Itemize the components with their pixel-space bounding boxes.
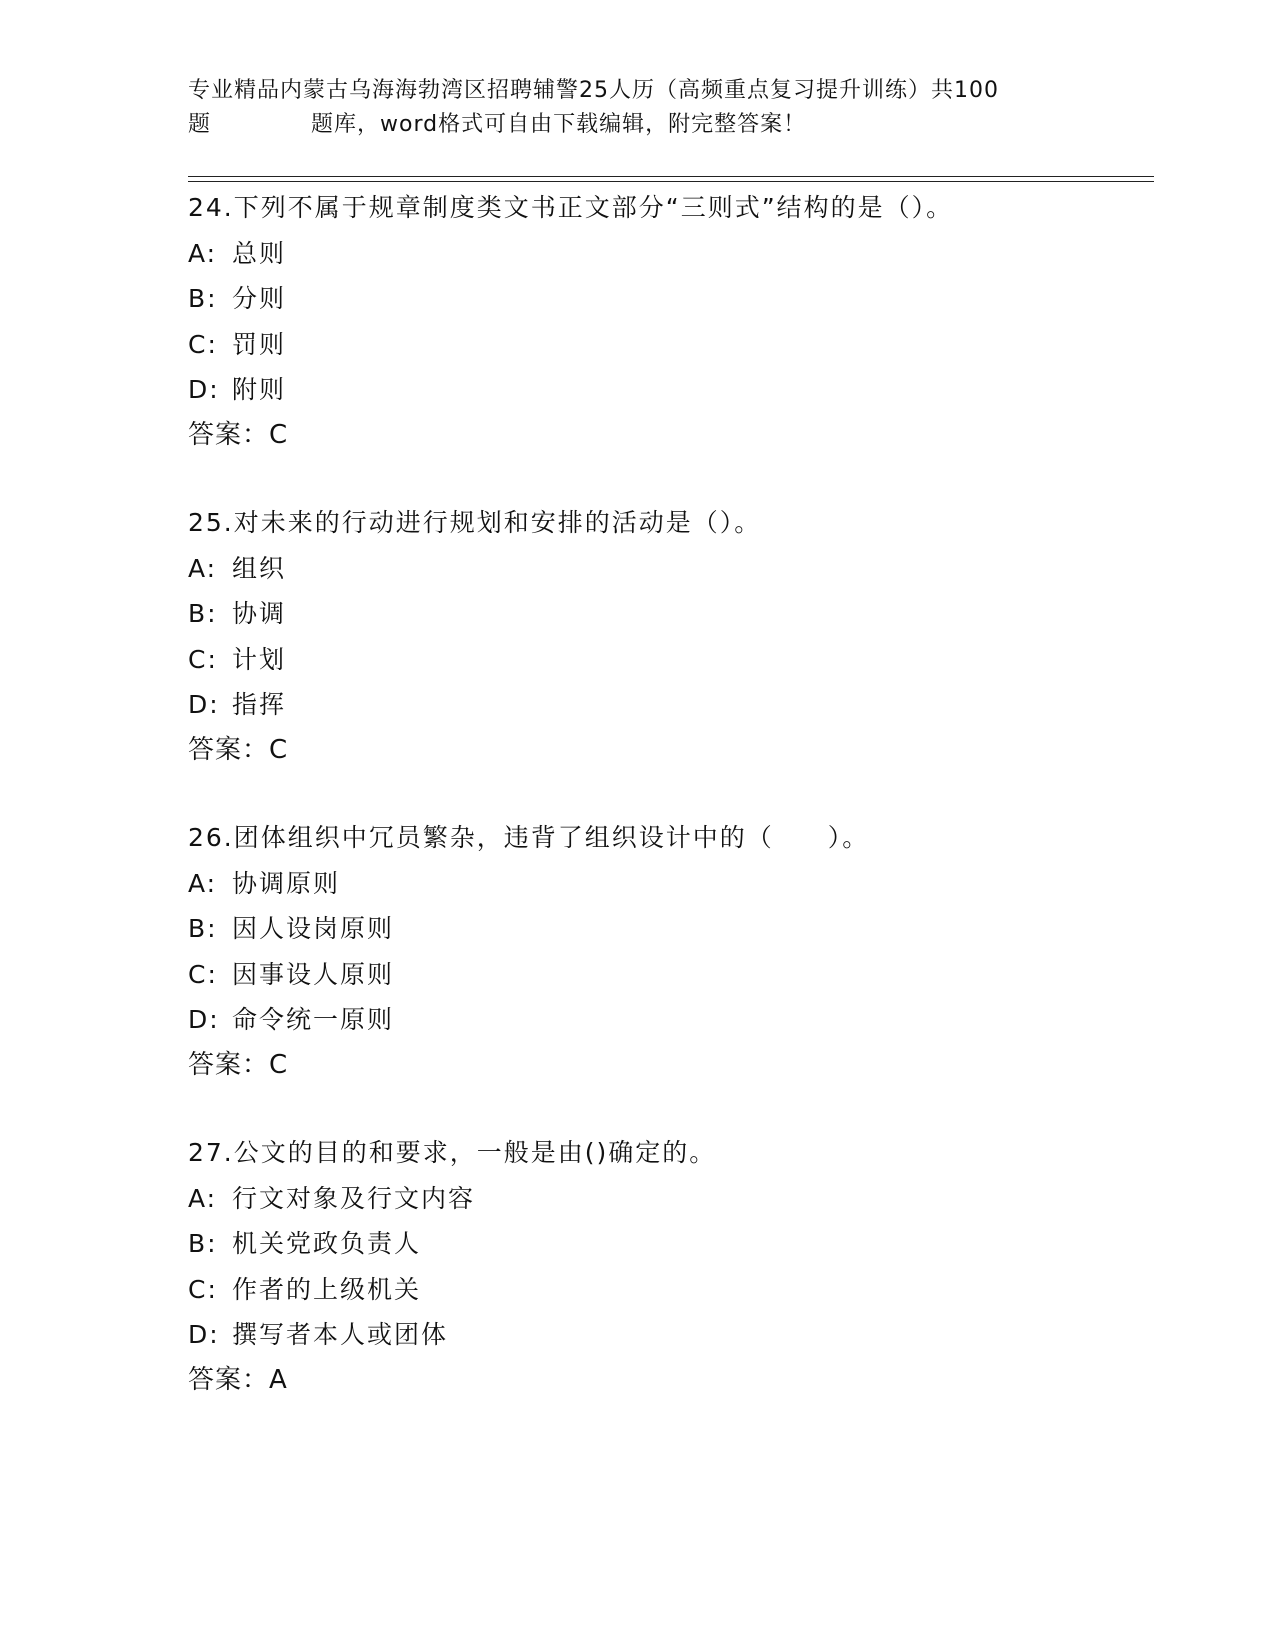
option-text: 命令统一原则 <box>232 1005 395 1034</box>
option-key: B: <box>188 599 218 628</box>
option-text: 因人设岗原则 <box>232 914 395 943</box>
option-c <box>188 637 1148 683</box>
header-line-2 <box>188 108 1128 142</box>
option-key: D: <box>188 1320 220 1349</box>
option-text: 机关党政负责人 <box>232 1229 422 1258</box>
header-divider-top <box>188 176 1154 177</box>
option-b <box>188 1221 1148 1267</box>
option-c <box>188 952 1148 998</box>
option-text: 分则 <box>232 284 287 313</box>
option-d <box>188 367 1148 413</box>
option-text: 计划 <box>232 644 287 674</box>
option-key: C: <box>188 644 218 674</box>
answer: 答案：C <box>188 1049 289 1080</box>
option-key: C: <box>188 329 218 359</box>
question-title: 24.下列不属于规章制度类文书正文部分“三则式”结构的是（）。 <box>188 193 954 222</box>
option-key: C: <box>188 959 218 989</box>
option-c <box>188 1267 1148 1313</box>
option-a <box>188 1176 1148 1222</box>
header-line-2-start: 题 <box>188 112 212 137</box>
option-a <box>188 861 1148 907</box>
question-27 <box>188 1130 1148 1403</box>
option-key: A: <box>188 238 218 268</box>
question-24 <box>188 185 1148 458</box>
option-text: 行文对象及行文内容 <box>232 1183 476 1213</box>
question-26 <box>188 815 1148 1088</box>
option-key: D: <box>188 690 220 719</box>
option-text: 作者的上级机关 <box>232 1274 422 1304</box>
option-key: A: <box>188 1183 218 1213</box>
option-text: 因事设人原则 <box>232 959 395 989</box>
header-divider-bottom <box>188 181 1154 182</box>
question-title: 26.团体组织中冗员繁杂，违背了组织设计中的（ ）。 <box>188 823 870 852</box>
option-text: 指挥 <box>232 690 287 719</box>
option-d <box>188 1312 1148 1358</box>
answer: 答案：A <box>188 1364 288 1395</box>
option-key: D: <box>188 1005 220 1034</box>
question-title: 25.对未来的行动进行规划和安排的活动是（）。 <box>188 508 762 537</box>
option-text: 总则 <box>232 238 287 268</box>
question-title: 27.公文的目的和要求，一般是由()确定的。 <box>188 1138 717 1167</box>
option-b <box>188 591 1148 637</box>
option-key: A: <box>188 553 218 583</box>
answer: 答案：C <box>188 419 289 450</box>
question-25 <box>188 500 1148 773</box>
header-line-2-end: 题库，word格式可自由下载编辑，附完整答案！ <box>311 112 807 137</box>
option-key: C: <box>188 1274 218 1304</box>
option-key: B: <box>188 284 218 313</box>
option-text: 罚则 <box>232 329 287 359</box>
option-a <box>188 546 1148 592</box>
option-a <box>188 231 1148 277</box>
option-b <box>188 276 1148 322</box>
option-d <box>188 682 1148 728</box>
option-text: 撰写者本人或团体 <box>232 1320 449 1349</box>
answer: 答案：C <box>188 734 289 765</box>
option-text: 附则 <box>232 375 287 404</box>
option-d <box>188 997 1148 1043</box>
option-key: D: <box>188 375 220 404</box>
option-c <box>188 322 1148 368</box>
document-header <box>188 74 1128 142</box>
option-key: A: <box>188 868 218 898</box>
option-text: 组织 <box>232 553 287 583</box>
option-text: 协调 <box>232 599 287 628</box>
header-line-1: 专业精品内蒙古乌海海勃湾区招聘辅警25人历（高频重点复习提升训练）共100 <box>188 78 999 103</box>
option-text: 协调原则 <box>232 868 341 898</box>
option-b <box>188 906 1148 952</box>
option-key: B: <box>188 914 218 943</box>
option-key: B: <box>188 1229 218 1258</box>
